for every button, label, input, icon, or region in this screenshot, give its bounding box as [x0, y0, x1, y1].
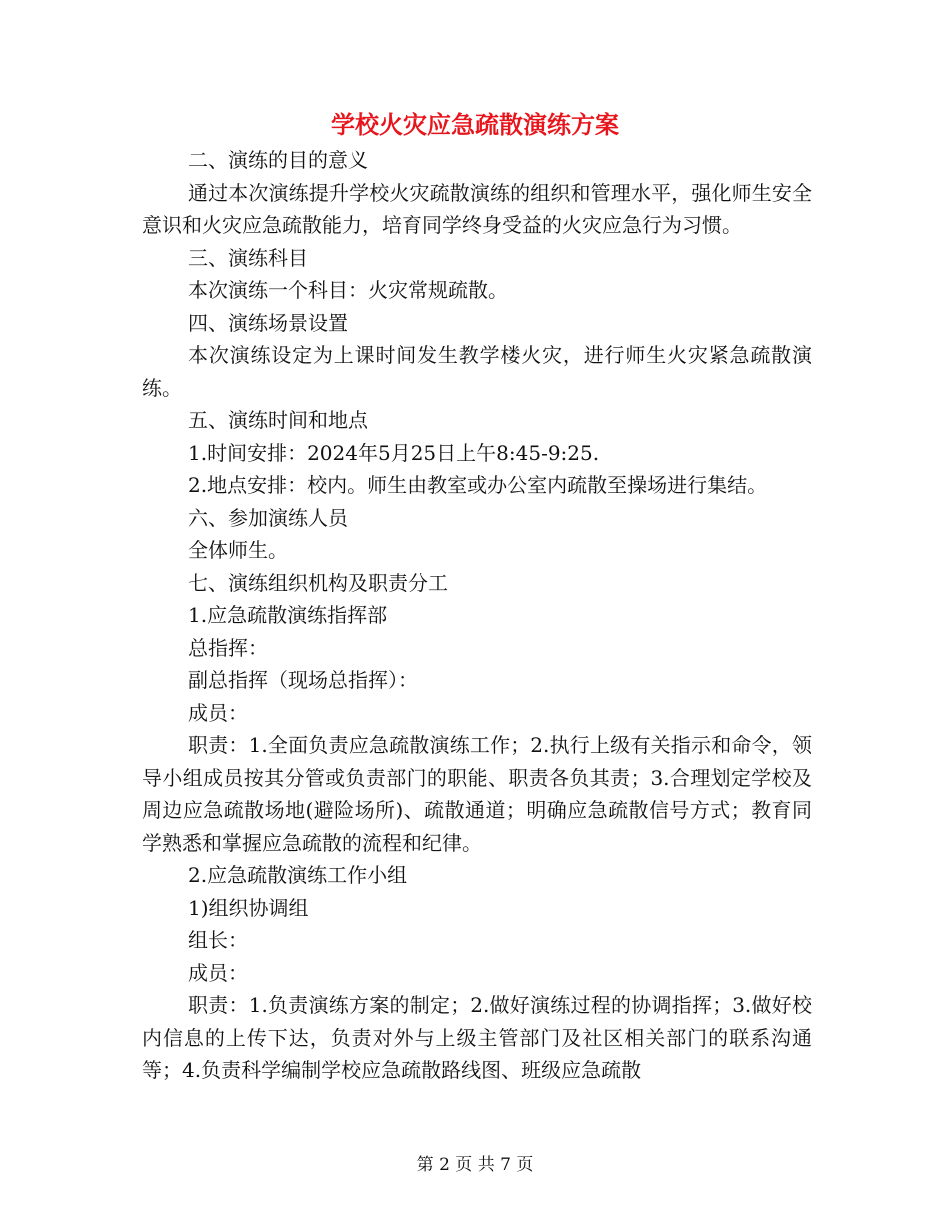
paragraph-subject: 本次演练一个科目：火灾常规疏散。: [188, 278, 508, 302]
page-number-footer: 第 2 页 共 7 页: [416, 1155, 534, 1175]
field-commander: 总指挥：: [188, 635, 268, 660]
paragraph-coordination-duties: 职责：1.负责演练方案的制定；2.做好演练过程的协调指挥；3.做好校内信息的上传下达，负责对外与上级主管部门及社区相关部门的联系沟通等；4.负责科学编制学校应急疏散路线图、班级应急疏散: [142, 993, 812, 1082]
document-title: 学校火灾应急疏散演练方案: [331, 111, 619, 139]
subsection-working-groups: 2.应急疏散演练工作小组: [188, 863, 408, 887]
paragraph-participants: 全体师生。: [188, 538, 288, 562]
section-heading-2: 二、演练的目的意义: [188, 148, 368, 172]
field-group-leader: 组长：: [188, 928, 248, 952]
section-heading-3: 三、演练科目: [188, 245, 308, 270]
field-members: 成员：: [188, 700, 248, 725]
paragraph-scenario: 本次演练设定为上课时间发生教学楼火灾，进行师生火灾紧急疏散演练。: [142, 343, 812, 400]
section-heading-4: 四、演练场景设置: [188, 310, 348, 335]
paragraph-time: 1.时间安排：2024年5月25日上午8:45-9:25.: [188, 440, 600, 465]
paragraph-command-duties: 职责：1.全面负责应急疏散演练工作；2.执行上级有关指示和命令，领导小组成员按其分管或负责部门的职能、职责各负其责；3.合理划定学校及周边应急疏散场地(避险场所)、疏散通道；明确应急疏散信号方式；教育同学熟悉和掌握应急疏散的流程和纪律。: [142, 733, 812, 855]
section-heading-7: 七、演练组织机构及职责分工: [188, 570, 448, 595]
subsection-coordination-group: 1)组织协调组: [188, 895, 309, 920]
paragraph-purpose: 通过本次演练提升学校火灾疏散演练的组织和管理水平，强化师生安全意识和火灾应急疏散能力，培育同学终身受益的火灾应急行为习惯。: [142, 180, 812, 237]
subsection-command: 1.应急疏散演练指挥部: [188, 603, 388, 627]
paragraph-location: 2.地点安排：校内。师生由教室或办公室内疏散至操场进行集结。: [188, 473, 768, 497]
field-deputy-commander: 副总指挥（现场总指挥）：: [188, 668, 418, 692]
field-group-members: 成员：: [188, 960, 248, 985]
section-heading-6: 六、参加演练人员: [188, 505, 348, 530]
section-heading-5: 五、演练时间和地点: [188, 408, 368, 432]
document-body: [142, 144, 812, 1087]
